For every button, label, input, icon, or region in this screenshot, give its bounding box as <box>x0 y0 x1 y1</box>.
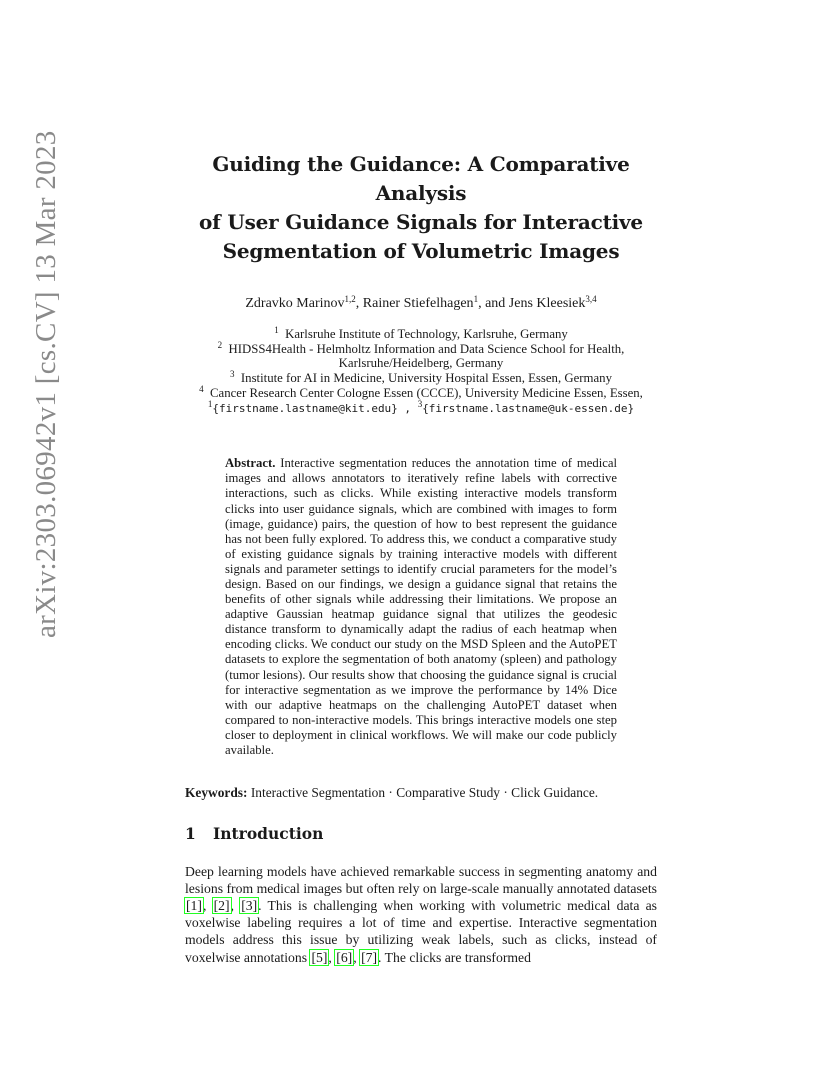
citation-link[interactable]: [6] <box>336 949 353 965</box>
body-text: , <box>202 898 213 914</box>
body-text: . This is challenging when working with volumetric medical data as voxelwise labeling requires a lot of time and expertise. Interactive segmentation models address this issue by utilizing weak labels, such as clicks, instead of voxelwise annotations <box>185 898 658 965</box>
body-text: , <box>328 949 336 965</box>
body-text: . The clicks are transformed <box>378 949 531 965</box>
affiliation-list <box>185 327 657 416</box>
affiliation-mark: 2 <box>217 339 223 350</box>
author-name: Jens Kleesiek <box>508 296 586 311</box>
affiliation-text: Institute for AI in Medicine, University Hospital Essen, Essen, Germany <box>240 371 612 386</box>
author-name: Rainer Stiefelhagen <box>362 296 474 311</box>
keywords <box>185 784 657 802</box>
affiliation <box>185 356 657 371</box>
author-affil-mark: 1 <box>473 294 479 304</box>
keywords-label: Keywords: <box>185 785 248 801</box>
author-affil-mark: 1,2 <box>344 294 356 304</box>
paper-page <box>185 150 657 966</box>
affiliation <box>185 339 657 357</box>
body-text: Deep learning models have achieved remarkable success in segmenting anatomy and lesions from medical images but often rely on large-scale manually annotated datasets <box>185 864 657 897</box>
email-address: {firstname.lastname@kit.edu} <box>212 401 398 415</box>
citation-link[interactable]: [5] <box>311 949 328 965</box>
author-list <box>185 295 657 313</box>
author-separator: , <box>355 296 363 311</box>
intro-paragraph <box>185 863 657 966</box>
citation-link[interactable]: [7] <box>361 949 378 965</box>
section-number: 1 <box>185 824 196 844</box>
arxiv-identifier: arXiv:2303.06942v1 [cs.CV] 13 Mar 2023 <box>30 130 62 638</box>
title-line: Guiding the Guidance: A Comparative Analysis <box>212 152 630 205</box>
affiliation <box>185 327 657 342</box>
keywords-text: Interactive Segmentation · Comparative Study · Click Guidance. <box>250 785 599 801</box>
email-address: {firstname.lastname@uk-essen.de} <box>422 401 635 415</box>
affiliation-text: Cancer Research Center Cologne Essen (CCCE), University Medicine Essen, Essen, <box>210 385 643 400</box>
author-affil-mark: 3,4 <box>585 294 597 304</box>
affiliation-mark: 1 <box>274 325 279 335</box>
author-separator: , and <box>478 296 509 311</box>
abstract-text: Interactive segmentation reduces the annotation time of medical images and allows annotators to iteratively refine labels with corrective interactions, such as clicks. While existing interactive models transform clicks into user guidance signals, which are combined with images to form (image, guidance) pairs, the question of how to best represent the guidance has not been fully explored. To address this, we conduct a comparative study of existing guidance signals by training interactive models with different signals and parameter settings to identify crucial parameters for the model’s design. Based on our findings, we design a guidance signal that retains the benefits of other signals while addressing their limitations. We propose an adaptive Gaussian heatmap guidance signal that utilizes the geodesic distance transform to dynamically adapt the radius of each heatmap when encoding clicks. We conduct our study on the MSD Spleen and the AutoPET datasets to explore the segmentation of both anatomy (spleen) and pathology (tumor lesions). Our results show that choosing the guidance signal is crucial for interactive segmentation as we improve the performance by 14% Dice with our adaptive heatmaps on the challenging AutoPET dataset when compared to non-interactive models. This brings interactive models one step closer to deployment in clinical workflows. We will make our code publicly available. <box>225 456 618 757</box>
section-title: Introduction <box>213 824 324 844</box>
affiliation-text: HIDSS4Health - Helmholtz Information and Data Science School for Health, <box>228 341 625 356</box>
body-text: , <box>353 949 361 965</box>
abstract <box>225 456 617 758</box>
email-mark: 3 <box>417 398 423 409</box>
citation-link[interactable]: [2] <box>213 898 230 914</box>
body-text: , <box>230 898 241 914</box>
paper-title <box>185 150 657 266</box>
abstract-label: Abstract. <box>225 456 276 471</box>
affiliation-text: Karlsruhe/Heidelberg, Germany <box>338 356 504 371</box>
email-separator: , <box>397 401 418 415</box>
citation-link[interactable]: [3] <box>241 898 258 914</box>
section-heading <box>185 823 657 845</box>
citation-link[interactable]: [1] <box>186 898 202 914</box>
title-line: Segmentation of Volumetric Images <box>222 239 620 263</box>
affiliation-text: Karlsruhe Institute of Technology, Karlsruhe, Germany <box>285 327 568 341</box>
author-emails <box>185 398 657 417</box>
affiliation-mark: 3 <box>230 369 235 380</box>
affiliation-mark: 4 <box>199 383 204 394</box>
email-mark: 1 <box>207 398 213 409</box>
author-name: Zdravko Marinov <box>245 296 345 311</box>
affiliation <box>185 371 657 386</box>
title-line: of User Guidance Signals for Interactive <box>199 210 643 234</box>
